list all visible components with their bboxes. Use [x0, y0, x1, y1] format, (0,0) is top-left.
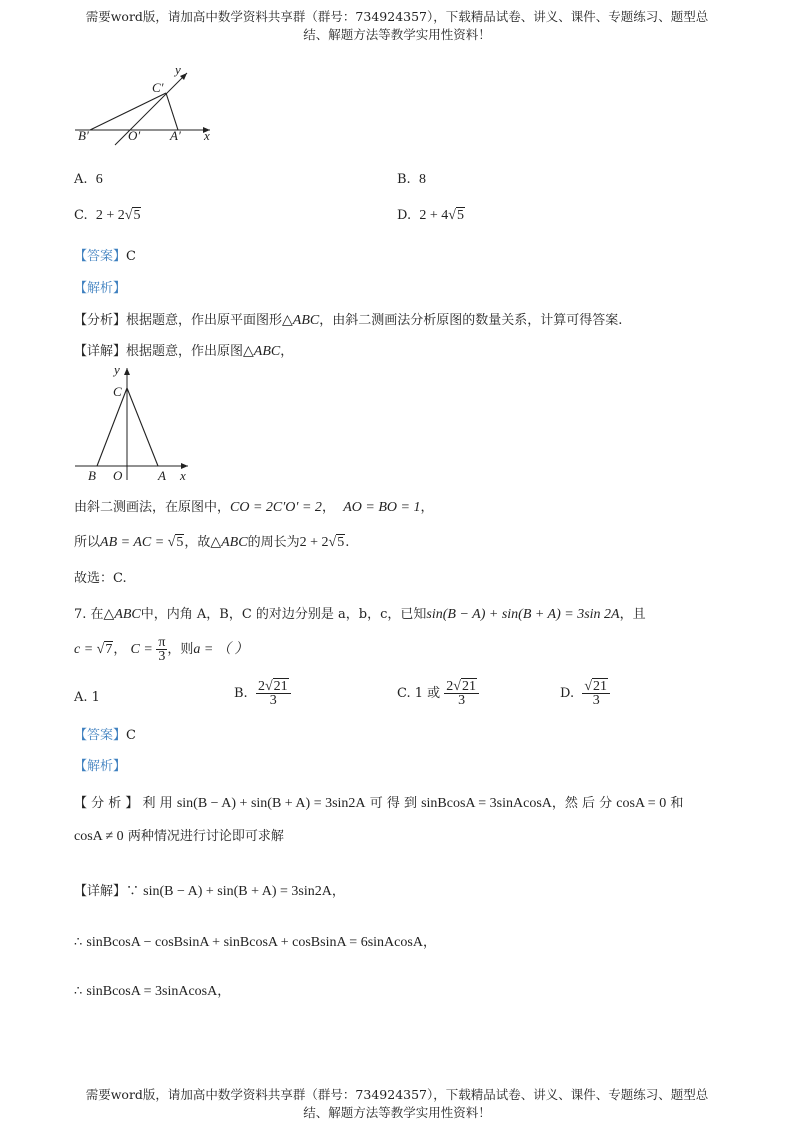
- label-a: A: [158, 468, 166, 483]
- q6-line-2: 所以AB = AC = √5，故△ABC的周长为2 + 2√5.: [74, 535, 350, 550]
- q7-option-a: A. 1: [74, 690, 100, 705]
- header-line-2: 结、解题方法等教学实用性资料！: [303, 27, 491, 42]
- label-o: O′: [128, 128, 141, 143]
- label-x: x: [204, 128, 210, 143]
- q7-detail: 【详解】∵ sin(B − A) + sin(B + A) = 3sin2A，: [74, 884, 345, 899]
- header-line-1: 需要word版，请加高中数学资料共享群（群号：734924357），下载精品试卷、讲义、课件、专题练习、题型总: [85, 9, 709, 24]
- q6-option-a: A. 6: [74, 172, 103, 187]
- label-c: C′: [152, 80, 164, 95]
- side-c-a: [127, 388, 158, 466]
- q7-option-d: D. $\frac{√21}{3}$: [560, 680, 610, 707]
- label-b: B′: [78, 128, 89, 143]
- oblique-figure: [70, 60, 220, 150]
- page-footer: [0, 1086, 794, 1122]
- q6-answer: 【答案】C: [74, 249, 136, 264]
- q7-conditions: c = √7， C = $\frac{\pi}{3}$ ，则a = （ ）: [74, 635, 249, 664]
- q6-analysis-tag: 【解析】: [74, 281, 127, 296]
- page-header: [0, 8, 794, 44]
- q6-fenxi: 【分析】根据题意，作出原平面图形△ABC，由斜二测画法分析原图的数量关系，计算可得答案.: [74, 313, 623, 328]
- q7-fenxi: 【 分 析 】 利 用 sin(B − A) + sin(B + A) = 3sin2A 可 得 到 sinBcosA = 3sinAcosA，然 后 分 cosA = 0 和: [74, 796, 684, 811]
- footer-line-2: 结、解题方法等教学实用性资料！: [303, 1105, 491, 1120]
- label-c: C: [113, 384, 122, 399]
- q7-fenxi-2: cosA ≠ 0 两种情况进行讨论即可求解: [74, 829, 284, 844]
- q7-answer: 【答案】C: [74, 728, 136, 743]
- q6-option-c: C. 2 + 2√5: [74, 208, 141, 223]
- q7-step-1: ∴ sinBcosA − cosBsinA + sinBcosA + cosBsinA = 6sinAcosA，: [74, 935, 436, 950]
- q6-option-d: D. 2 + 4√5: [397, 208, 464, 223]
- original-figure: [70, 360, 200, 485]
- q6-choose: 故选：C.: [74, 571, 127, 586]
- q7-option-b: B. $\frac{2√21}{3}$: [234, 680, 291, 707]
- side-c-a: [166, 93, 178, 130]
- q7-step-2: ∴ sinBcosA = 3sinAcosA，: [74, 984, 231, 999]
- label-y: y: [175, 62, 181, 77]
- label-x: x: [180, 468, 186, 483]
- label-b: B: [88, 468, 96, 483]
- side-b-c: [90, 93, 166, 130]
- q6-detail: 【详解】根据题意，作出原图△ABC，: [74, 344, 294, 359]
- q7-analysis-tag: 【解析】: [74, 759, 127, 774]
- q6-option-b: B. 8: [397, 172, 426, 187]
- label-y: y: [114, 362, 120, 377]
- q7-stem: 7. 在△ABC中，内角 A，B，C 的对边分别是 a，b，c，已知sin(B − A) + sin(B + A) = 3sin 2A，且: [74, 607, 646, 622]
- footer-line-1: 需要word版，请加高中数学资料共享群（群号：734924357），下载精品试卷、讲义、课件、专题练习、题型总: [85, 1087, 709, 1102]
- q7-option-c: C. 1 或 $\frac{2√21}{3}$: [397, 680, 479, 707]
- label-a: A′: [170, 128, 181, 143]
- label-o: O: [113, 468, 123, 483]
- y-axis-arrow: [124, 368, 130, 375]
- q6-line-1: 由斜二测画法，在原图中，CO = 2C′O′ = 2， AO = BO = 1，: [74, 500, 434, 515]
- side-b-c: [97, 388, 127, 466]
